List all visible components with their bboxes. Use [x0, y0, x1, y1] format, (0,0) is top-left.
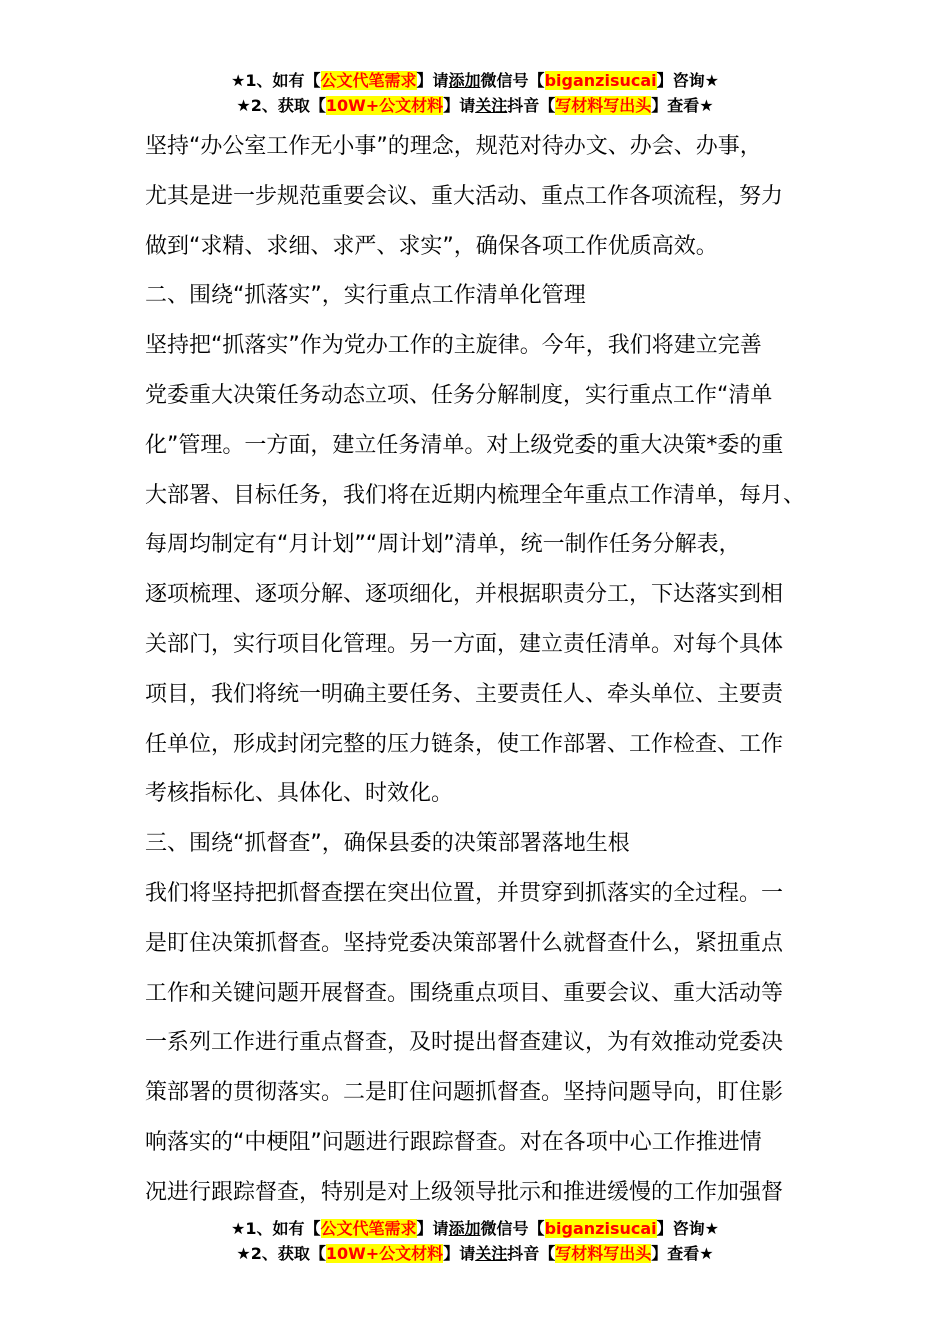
banner-line-2: ★2、获取【10W+公文材料】请关注抖音【写材料写出头】查看★ — [236, 96, 714, 115]
highlight-service: 公文代笔需求 — [320, 1219, 417, 1238]
highlight-wechat-id: biganzisucai — [544, 1219, 657, 1238]
banner-line-1: ★1、如有【公文代笔需求】请添加微信号【biganzisucai】咨询★ — [231, 1219, 719, 1238]
body-line: 化”管理。一方面，建立任务清单。对上级党委的重大决策*委的重 — [145, 432, 784, 458]
section-heading: 三、围绕“抓督查”，确保县委的决策部署落地生根 — [145, 831, 630, 857]
banner-line-2: ★2、获取【10W+公文材料】请关注抖音【写材料写出头】查看★ — [236, 1244, 714, 1263]
body-line: 任单位，形成封闭完整的压力链条，使工作部署、工作检查、工作 — [145, 731, 784, 757]
highlight-materials: 10W+公文材料 — [325, 1244, 444, 1263]
body-line: 坚持“办公室工作无小事”的理念，规范对待办文、办会、办事， — [145, 134, 762, 159]
document-body — [145, 122, 835, 1218]
body-line: 工作和关键问题开展督查。围绕重点项目、重要会议、重大活动等 — [145, 980, 784, 1006]
body-line: 一系列工作进行重点督查，及时提出督查建议，为有效推动党委决 — [145, 1030, 784, 1056]
highlight-douyin-account: 写材料写出头 — [555, 1244, 652, 1263]
section-heading: 二、围绕“抓落实”，实行重点工作清单化管理 — [145, 283, 586, 309]
body-line: 尤其是进一步规范重要会议、重大活动、重点工作各项流程，努力 — [145, 183, 784, 209]
body-line: 坚持把“抓落实”作为党办工作的主旋律。今年，我们将建立完善 — [145, 333, 762, 359]
body-line: 大部署、目标任务，我们将在近期内梳理全年重点工作清单，每月、 — [145, 482, 806, 508]
body-line: 响落实的“中梗阻”问题进行跟踪督查。对在各项中心工作推进情 — [145, 1129, 762, 1155]
header-banner — [0, 68, 950, 118]
body-line: 关部门，实行项目化管理。另一方面，建立责任清单。对每个具体 — [145, 631, 784, 657]
body-line: 做到“求精、求细、求严、求实”，确保各项工作优质高效。 — [145, 233, 718, 259]
body-line: 考核指标化、具体化、时效化。 — [145, 781, 454, 807]
body-line: 策部署的贯彻落实。二是盯住问题抓督查。坚持问题导向，盯住影 — [145, 1080, 784, 1106]
body-line: 我们将坚持把抓督查摆在突出位置，并贯穿到抓落实的全过程。一 — [145, 880, 784, 906]
body-line: 每周均制定有“月计划”“周计划”清单，统一制作任务分解表， — [145, 532, 741, 558]
body-line: 况进行跟踪督查，特别是对上级领导批示和推进缓慢的工作加强督 — [145, 1179, 784, 1205]
body-line: 是盯住决策抓督查。坚持党委决策部署什么就督查什么，紧扭重点 — [145, 930, 784, 956]
highlight-wechat-id: biganzisucai — [544, 71, 657, 90]
footer-banner — [0, 1216, 950, 1266]
highlight-service: 公文代笔需求 — [320, 71, 417, 90]
highlight-materials: 10W+公文材料 — [325, 96, 444, 115]
body-line: 党委重大决策任务动态立项、任务分解制度，实行重点工作“清单 — [145, 382, 773, 408]
body-line: 逐项梳理、逐项分解、逐项细化，并根据职责分工，下达落实到相 — [145, 582, 784, 608]
banner-line-1: ★1、如有【公文代笔需求】请添加微信号【biganzisucai】咨询★ — [231, 71, 719, 90]
body-line: 项目，我们将统一明确主要任务、主要责任人、牵头单位、主要责 — [145, 681, 784, 707]
highlight-douyin-account: 写材料写出头 — [555, 96, 652, 115]
